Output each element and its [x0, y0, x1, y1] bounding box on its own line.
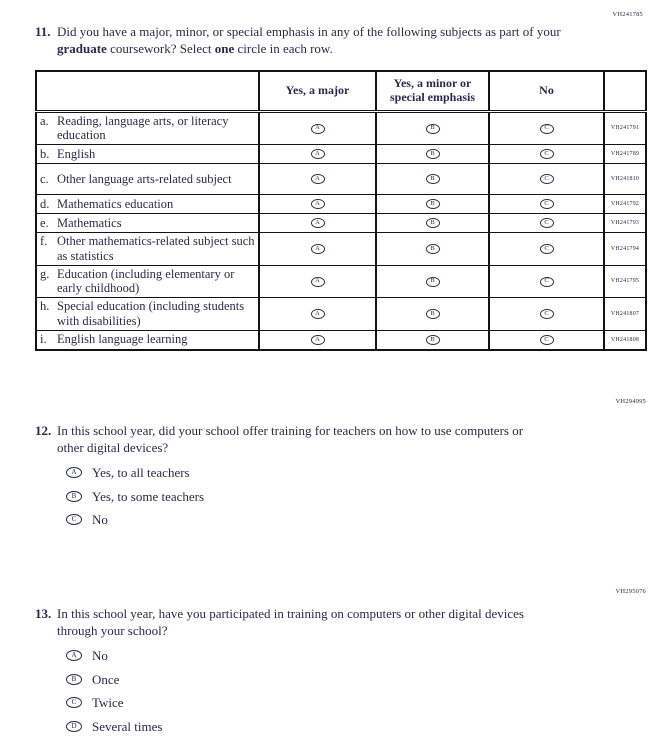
radio-bubble-b-icon[interactable]: B — [426, 174, 440, 184]
row-label-text: Mathematics — [57, 215, 122, 230]
question-11 — [35, 24, 575, 58]
answer-option[interactable] — [66, 719, 557, 733]
table-row-h — [36, 298, 646, 331]
table-row-d — [36, 195, 646, 214]
row-label-text: English language learning — [57, 332, 188, 347]
header-yes-major: Yes, a major — [259, 71, 376, 111]
radio-bubble-d-icon[interactable]: D — [66, 721, 82, 732]
answer-option[interactable] — [66, 513, 537, 527]
option-label: Once — [92, 671, 120, 687]
radio-bubble-c-icon[interactable]: C — [540, 277, 554, 287]
table-row-a — [36, 111, 646, 145]
question-12-options — [66, 466, 537, 527]
row-label-text: Other language arts-related subject — [57, 171, 232, 186]
radio-bubble-b-icon[interactable]: B — [426, 244, 440, 254]
row-item-code: VH241791 — [604, 111, 646, 145]
question-12-number: 12. — [35, 423, 52, 438]
header-yes-minor: Yes, a minor or special emphasis — [376, 71, 489, 111]
row-label-text: Special education (including students with disabilities) — [57, 299, 245, 328]
row-letter: c. — [40, 171, 49, 186]
radio-bubble-a-icon[interactable]: A — [66, 467, 82, 478]
table-row-b — [36, 145, 646, 164]
q11-text-bold-one: one — [214, 40, 235, 56]
radio-bubble-b-icon[interactable]: B — [66, 674, 82, 685]
row-item-code: VH241792 — [604, 195, 646, 214]
option-label: No — [92, 512, 108, 528]
row-letter: a. — [40, 113, 49, 128]
row-label-text: Other mathematics-related subject such as statistics — [57, 234, 255, 263]
answer-option[interactable] — [66, 672, 557, 686]
row-letter: d. — [40, 196, 50, 211]
radio-bubble-b-icon[interactable]: B — [426, 218, 440, 228]
row-label-text: Education (including elementary or early childhood) — [57, 266, 235, 296]
radio-bubble-c-icon[interactable]: C — [540, 174, 554, 184]
row-label-text: Reading, language arts, or literacy education — [57, 113, 229, 143]
answer-option[interactable] — [66, 696, 557, 710]
option-label: Yes, to some teachers — [92, 488, 205, 504]
item-code-q12: VH294995 — [615, 398, 646, 405]
question-13-text: In this school year, have you participated in training on computers or other digital devices through your school? — [57, 606, 524, 638]
radio-bubble-c-icon[interactable]: C — [540, 309, 554, 319]
radio-bubble-b-icon[interactable]: B — [426, 335, 440, 345]
table-row-i — [36, 330, 646, 350]
question-11-text — [57, 24, 569, 58]
radio-bubble-c-icon[interactable]: C — [540, 218, 554, 228]
option-label: No — [92, 648, 108, 664]
item-code-q13: VH295076 — [615, 588, 646, 595]
q11-text-part2: coursework? Select — [106, 40, 215, 56]
radio-bubble-a-icon[interactable]: A — [311, 124, 325, 134]
question-11-number: 11. — [35, 24, 51, 39]
table-row-c — [36, 164, 646, 195]
row-letter: h. — [40, 299, 50, 313]
radio-bubble-c-icon[interactable]: C — [540, 149, 554, 159]
row-letter: g. — [40, 266, 50, 281]
q11-text-part1: Did you have a major, minor, or special emphasis in any of the following subjects as part of your — [57, 24, 561, 39]
option-label: Several times — [92, 718, 163, 734]
radio-bubble-c-icon[interactable]: C — [540, 335, 554, 345]
q11-response-table — [35, 70, 647, 351]
row-letter: i. — [40, 332, 47, 347]
radio-bubble-b-icon[interactable]: B — [426, 199, 440, 209]
question-12 — [35, 423, 537, 457]
radio-bubble-a-icon[interactable]: A — [311, 309, 325, 319]
answer-option[interactable] — [66, 466, 537, 480]
radio-bubble-a-icon[interactable]: A — [311, 174, 325, 184]
q11-text-bold-graduate: graduate — [57, 40, 107, 56]
question-13-options — [66, 649, 557, 734]
row-letter: b. — [40, 146, 50, 161]
radio-bubble-c-icon[interactable]: C — [540, 244, 554, 254]
radio-bubble-b-icon[interactable]: B — [426, 149, 440, 159]
radio-bubble-b-icon[interactable]: B — [426, 309, 440, 319]
radio-bubble-a-icon[interactable]: A — [311, 149, 325, 159]
radio-bubble-a-icon[interactable]: A — [311, 277, 325, 287]
answer-option[interactable] — [66, 489, 537, 503]
q11-text-part3: circle in each row. — [234, 40, 333, 56]
radio-bubble-c-icon[interactable]: C — [66, 697, 82, 708]
question-13 — [35, 606, 557, 640]
radio-bubble-a-icon[interactable]: A — [311, 244, 325, 254]
radio-bubble-b-icon[interactable]: B — [66, 491, 82, 502]
row-item-code: VH241795 — [604, 265, 646, 298]
table-row-e — [36, 214, 646, 233]
header-blank — [36, 71, 259, 111]
row-letter: f. — [40, 234, 48, 248]
header-code-blank — [604, 71, 646, 111]
question-12-block — [35, 423, 537, 536]
row-label-text: Mathematics education — [57, 196, 174, 211]
table-row-f — [36, 233, 646, 266]
table-row-g — [36, 265, 646, 298]
row-item-code: VH241793 — [604, 214, 646, 233]
radio-bubble-a-icon[interactable]: A — [311, 199, 325, 209]
radio-bubble-c-icon[interactable]: C — [540, 124, 554, 134]
answer-option[interactable] — [66, 649, 557, 663]
radio-bubble-b-icon[interactable]: B — [426, 277, 440, 287]
radio-bubble-c-icon[interactable]: C — [66, 514, 82, 525]
header-no: No — [489, 71, 604, 111]
question-13-number: 13. — [35, 606, 52, 621]
row-label-text: English — [57, 146, 96, 161]
question-13-block — [35, 606, 557, 739]
row-item-code: VH241789 — [604, 145, 646, 164]
item-code-q11: VH241785 — [612, 11, 643, 18]
option-label: Yes, to all teachers — [92, 465, 190, 481]
radio-bubble-a-icon[interactable]: A — [311, 218, 325, 228]
row-item-code: VH241794 — [604, 233, 646, 266]
option-label: Twice — [92, 695, 124, 711]
radio-bubble-c-icon[interactable]: C — [540, 199, 554, 209]
row-letter: e. — [40, 215, 49, 230]
radio-bubble-a-icon[interactable]: A — [66, 650, 82, 661]
table-header-row — [36, 71, 646, 111]
question-12-text: In this school year, did your school offer training for teachers on how to use computers or other digital devices? — [57, 423, 524, 455]
row-item-code: VH241807 — [604, 298, 646, 331]
row-item-code: VH241808 — [604, 330, 646, 350]
row-item-code: VH241810 — [604, 164, 646, 195]
radio-bubble-b-icon[interactable]: B — [426, 124, 440, 134]
radio-bubble-a-icon[interactable]: A — [311, 335, 325, 345]
